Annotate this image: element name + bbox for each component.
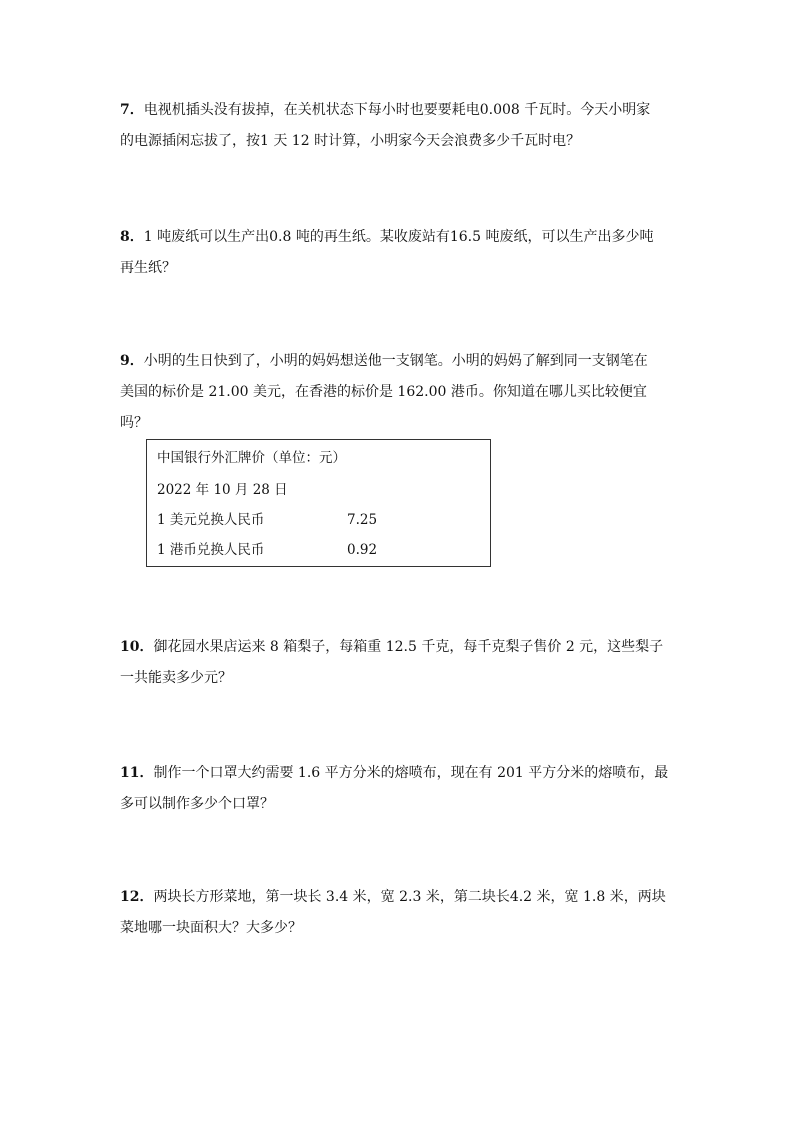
question-9 [120, 346, 680, 439]
exchange-rate-date: 2022 年 10 月 28 日 [157, 482, 288, 498]
question-7-text-2: 的电源插闲忘拔了，按1 天 12 时计算，小明家今天会浪费多少千瓦时电？ [120, 133, 581, 149]
question-8-number: 8． [120, 229, 144, 245]
question-12-text-1: 两块长方形菜地，第一块长 3.4 米，宽 2.3 米，第二块长4.2 米，宽 1.8 米，两块 [153, 889, 666, 905]
question-12-line-1 [120, 882, 680, 913]
question-11-line-1 [120, 758, 680, 789]
exchange-rate-row-usd [157, 510, 378, 530]
exchange-rate-value-usd: 7.25 [347, 512, 378, 528]
exchange-rate-row-hkd [157, 540, 378, 560]
question-11 [120, 758, 680, 820]
exchange-rate-title: 中国银行外汇牌价（单位：元） [157, 450, 346, 466]
question-10-text-2: 一共能卖多少元？ [120, 670, 232, 686]
question-9-line-1 [120, 346, 680, 377]
question-7 [120, 95, 680, 157]
question-7-number: 7． [120, 102, 144, 118]
question-9-text-1: 小明的生日快到了，小明的妈妈想送他一支钢笔。小明的妈妈了解到同一支钢笔在 [143, 353, 648, 369]
question-8-line-1 [120, 222, 680, 253]
exchange-rate-label-hkd: 1 港币兑换人民币 [157, 542, 265, 558]
question-12-number: 12． [120, 889, 154, 905]
question-10 [120, 632, 680, 694]
question-11-text-2: 多可以制作多少个口罩？ [120, 796, 274, 812]
question-12-text-2: 菜地哪一块面积大？大多少？ [120, 920, 302, 936]
exchange-rate-table [146, 439, 491, 567]
question-8-text-1: 1 吨废纸可以生产出0.8 吨的再生纸。某收废站有16.5 吨废纸，可以生产出多少吨 [143, 229, 654, 245]
question-9-text-2: 美国的标价是 21.00 美元，在香港的标价是 162.00 港币。你知道在哪儿买比较便宜 [120, 384, 647, 400]
question-10-number: 10． [120, 639, 154, 655]
question-9-number: 9． [120, 353, 144, 369]
question-11-text-1: 制作一个口罩大约需要 1.6 平方分米的熔喷布，现在有 201 平方分米的熔喷布，最 [153, 765, 669, 781]
question-9-text-3: 吗？ [120, 415, 148, 431]
question-8 [120, 222, 680, 284]
exchange-rate-value-hkd: 0.92 [347, 542, 378, 558]
question-7-text-1: 电视机插头没有拔掉，在关机状态下每小时也要要耗电0.008 千瓦时。今天小明家 [143, 102, 651, 118]
question-7-line-1 [120, 95, 680, 126]
question-8-text-2: 再生纸？ [120, 260, 176, 276]
question-12 [120, 882, 680, 944]
question-10-text-1: 御花园水果店运来 8 箱梨子，每箱重 12.5 千克，每千克梨子售价 2 元，这些梨子 [153, 639, 664, 655]
exchange-rate-label-usd: 1 美元兑换人民币 [157, 512, 265, 528]
question-10-line-1 [120, 632, 680, 663]
question-11-number: 11． [120, 765, 154, 781]
